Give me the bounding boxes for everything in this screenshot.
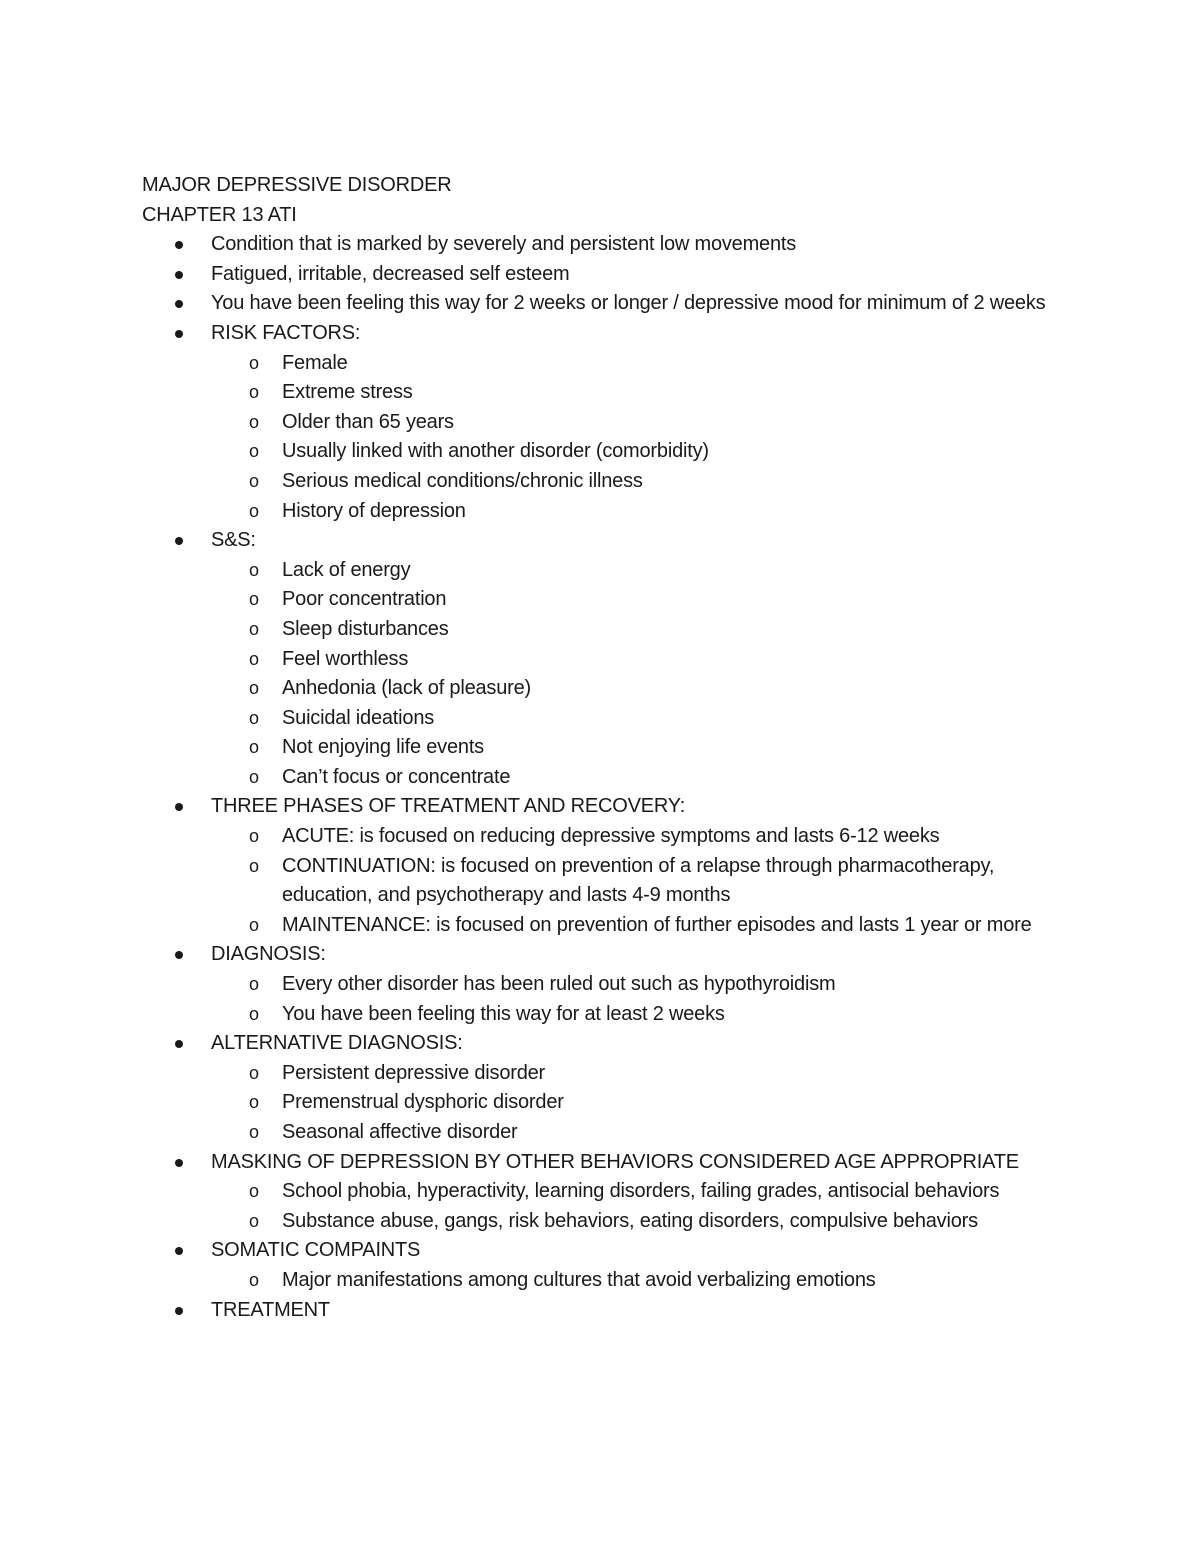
circle-bullet-icon: o: [249, 618, 260, 639]
circle-bullet-icon: o: [249, 441, 260, 462]
sub-list: [211, 1177, 1082, 1236]
sub-item-text: Lack of energy: [282, 558, 411, 581]
section-text: You have been feeling this way for 2 weeks or longer / depressive mood for minimum of 2 weeks: [211, 292, 1046, 315]
circle-bullet-icon: o: [249, 352, 260, 373]
section-text: S&S:: [211, 529, 256, 552]
sub-list: [211, 349, 1082, 527]
sub-list-item: [211, 1088, 1082, 1118]
sub-item-text: Serious medical conditions/chronic illness: [282, 469, 643, 492]
document-subtitle: CHAPTER 13 ATI: [142, 203, 297, 226]
sub-list-item: [211, 970, 1082, 1000]
sub-item-text: Seasonal affective disorder: [282, 1121, 518, 1143]
section-item: [142, 289, 1082, 319]
sub-item-text: Sleep disturbances: [282, 617, 449, 640]
circle-bullet-icon: o: [249, 826, 260, 847]
section-item: [142, 1236, 1082, 1295]
sub-list-item: [211, 1207, 1082, 1237]
sub-item-text: Usually linked with another disorder (comorbidity): [282, 440, 709, 463]
section-text: Condition that is marked by severely and persistent low movements: [211, 233, 797, 256]
sub-list: [211, 970, 1082, 1029]
section-text: ALTERNATIVE DIAGNOSIS:: [211, 1032, 463, 1055]
sub-list-item: [211, 822, 1082, 852]
section-list: [142, 230, 1082, 1325]
sub-list: [211, 1266, 1082, 1296]
bullet-dot-icon: [175, 803, 183, 811]
sub-list-item: [211, 349, 1082, 379]
sub-item-text: Substance abuse, gangs, risk behaviors, eating disorders, compulsive behaviors: [282, 1209, 978, 1232]
bullet-dot-icon: [175, 241, 183, 249]
sub-item-text: Poor concentration: [282, 588, 447, 611]
sub-item-text: Can’t focus or concentrate: [282, 765, 511, 788]
sub-item-text: Suicidal ideations: [282, 706, 435, 729]
section-item: [142, 1296, 1082, 1326]
circle-bullet-icon: o: [249, 411, 260, 432]
sub-list-item: [211, 556, 1082, 586]
section-item: [142, 260, 1082, 290]
document-body: [142, 171, 1082, 1325]
circle-bullet-icon: o: [249, 589, 260, 610]
section-item: [142, 1148, 1082, 1237]
sub-item-text: Anhedonia (lack of pleasure): [282, 677, 531, 700]
sub-list-item: [211, 1118, 1082, 1148]
sub-item-text: Major manifestations among cultures that avoid verbalizing emotions: [282, 1268, 876, 1291]
circle-bullet-icon: o: [249, 678, 260, 699]
section-text: RISK FACTORS:: [211, 321, 361, 344]
section-item: [142, 792, 1082, 940]
sub-list-item: [211, 1000, 1082, 1030]
sub-item-text: CONTINUATION: is focused on prevention of a relapse through pharmacotherapy, education, and psychotherapy and lasts 4-9 months: [282, 854, 995, 907]
sub-list-item: [211, 1266, 1082, 1296]
bullet-dot-icon: [175, 1040, 183, 1048]
bullet-dot-icon: [175, 1247, 183, 1255]
sub-item-text: Feel worthless: [282, 647, 409, 670]
sub-list-item: [211, 1177, 1082, 1207]
sub-item-text: History of depression: [282, 499, 466, 522]
sub-item-text: You have been feeling this way for at least 2 weeks: [282, 1002, 725, 1025]
document-title: MAJOR DEPRESSIVE DISORDER: [142, 174, 452, 196]
bullet-dot-icon: [175, 1159, 183, 1167]
sub-list-item: [211, 408, 1082, 438]
bullet-dot-icon: [175, 1307, 183, 1315]
circle-bullet-icon: o: [249, 1003, 260, 1024]
sub-list-item: [211, 467, 1082, 497]
sub-list-item: [211, 585, 1082, 615]
bullet-dot-icon: [175, 537, 183, 545]
sub-list-item: [211, 1059, 1082, 1089]
circle-bullet-icon: o: [249, 1269, 260, 1290]
sub-list-item: [211, 763, 1082, 793]
section-text: Fatigued, irritable, decreased self esteem: [211, 262, 570, 285]
sub-item-text: Older than 65 years: [282, 410, 454, 433]
section-item: [142, 230, 1082, 260]
bullet-dot-icon: [175, 951, 183, 959]
sub-list-item: [211, 674, 1082, 704]
sub-list: [211, 822, 1082, 940]
sub-item-text: Every other disorder has been ruled out such as hypothyroidism: [282, 973, 836, 996]
sub-item-text: Extreme stress: [282, 381, 413, 404]
sub-list-item: [211, 911, 1082, 941]
section-item: [142, 319, 1082, 526]
circle-bullet-icon: o: [249, 1092, 260, 1113]
circle-bullet-icon: o: [249, 500, 260, 521]
section-text: DIAGNOSIS:: [211, 943, 326, 966]
section-item: [142, 526, 1082, 792]
section-text: SOMATIC COMPAINTS: [211, 1239, 421, 1262]
circle-bullet-icon: o: [249, 1181, 260, 1202]
section-text: THREE PHASES OF TREATMENT AND RECOVERY:: [211, 795, 686, 818]
sub-item-text: Not enjoying life events: [282, 736, 484, 759]
circle-bullet-icon: o: [249, 766, 260, 787]
sub-item-text: ACUTE: is focused on reducing depressive symptoms and lasts 6-12 weeks: [282, 825, 940, 848]
sub-list: [211, 1059, 1082, 1148]
section-item: [142, 1029, 1082, 1147]
bullet-dot-icon: [175, 300, 183, 308]
circle-bullet-icon: o: [249, 382, 260, 403]
sub-list-item: [211, 852, 1082, 911]
sub-list: [211, 556, 1082, 793]
sub-item-text: Persistent depressive disorder: [282, 1061, 546, 1084]
circle-bullet-icon: o: [249, 559, 260, 580]
circle-bullet-icon: o: [249, 648, 260, 669]
sub-list-item: [211, 645, 1082, 675]
circle-bullet-icon: o: [249, 974, 260, 995]
section-item: [142, 940, 1082, 1029]
sub-item-text: Female: [282, 351, 348, 374]
circle-bullet-icon: o: [249, 855, 260, 876]
sub-list-item: [211, 704, 1082, 734]
sub-item-text: Premenstrual dysphoric disorder: [282, 1091, 564, 1114]
bullet-dot-icon: [175, 271, 183, 279]
section-text: MASKING OF DEPRESSION BY OTHER BEHAVIORS CONSIDERED AGE APPROPRIATE: [211, 1150, 1019, 1173]
sub-list-item: [211, 437, 1082, 467]
sub-item-text: MAINTENANCE: is focused on prevention of further episodes and lasts 1 year or more: [282, 913, 1032, 936]
bullet-dot-icon: [175, 330, 183, 338]
circle-bullet-icon: o: [249, 470, 260, 491]
sub-list-item: [211, 378, 1082, 408]
circle-bullet-icon: o: [249, 914, 260, 935]
sub-list-item: [211, 733, 1082, 763]
circle-bullet-icon: o: [249, 1122, 260, 1142]
circle-bullet-icon: o: [249, 1210, 260, 1231]
circle-bullet-icon: o: [249, 1062, 260, 1083]
circle-bullet-icon: o: [249, 737, 260, 758]
section-text: TREATMENT: [211, 1298, 330, 1321]
sub-list-item: [211, 615, 1082, 645]
sub-list-item: [211, 497, 1082, 527]
circle-bullet-icon: o: [249, 707, 260, 728]
sub-item-text: School phobia, hyperactivity, learning disorders, failing grades, antisocial behaviors: [282, 1180, 1000, 1203]
